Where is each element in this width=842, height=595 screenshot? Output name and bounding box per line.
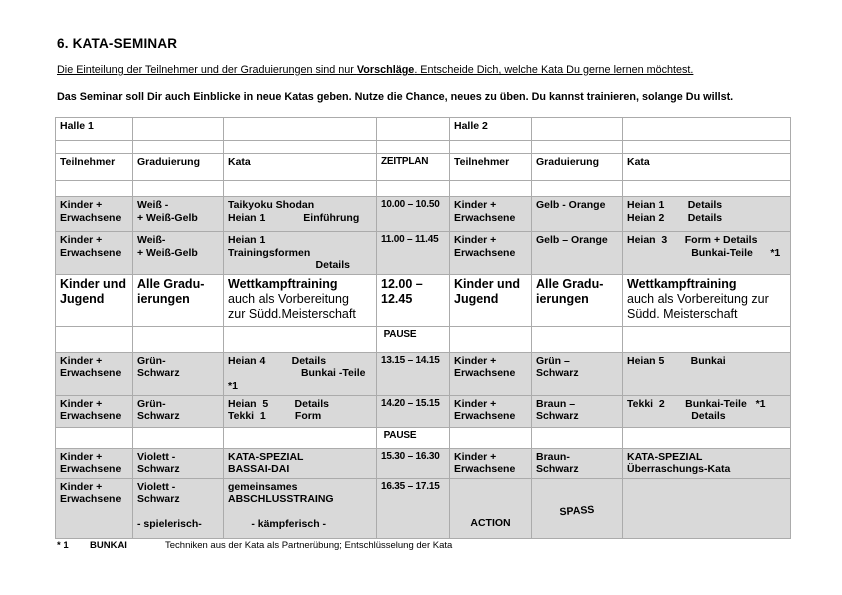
cell-text-line — [454, 505, 527, 517]
table-cell — [532, 352, 623, 395]
table-cell — [450, 427, 532, 448]
cell-text-line: - spielerisch- — [137, 517, 202, 530]
cell-text-line: Erwachsene — [454, 463, 516, 476]
cell-text-line: Jugend — [60, 291, 105, 306]
cell-text-line: Taikyoku Shodan — [228, 199, 315, 211]
cell-text-line: Erwachsene — [60, 410, 122, 423]
halls-row — [56, 118, 791, 141]
table-cell — [377, 141, 450, 154]
pause-row — [56, 326, 791, 352]
table-cell — [224, 352, 377, 395]
cell-text-line: Grün – — [536, 354, 570, 367]
cell-text-line: Erwachsene — [60, 211, 122, 224]
cell-text-line — [454, 493, 527, 505]
table-cell — [532, 395, 623, 427]
cell-text-line: zur Südd.Meisterschaft — [228, 306, 356, 321]
cell-text-line: Graduierung — [137, 156, 201, 168]
session-row — [56, 197, 791, 232]
table-cell — [224, 154, 377, 181]
table-cell — [133, 326, 224, 352]
table-cell — [623, 274, 791, 326]
cell-text-line: Südd. Meisterschaft — [627, 306, 738, 321]
table-cell — [224, 141, 377, 154]
table-cell — [377, 427, 450, 448]
table-cell — [377, 154, 450, 181]
table-cell — [532, 154, 623, 181]
cell-text-line: Schwarz — [137, 410, 180, 423]
table-cell — [450, 448, 532, 478]
cell-text-line: Schwarz — [536, 410, 579, 423]
table-cell — [377, 478, 450, 538]
table-cell — [224, 232, 377, 275]
table-cell — [377, 326, 450, 352]
table-cell — [133, 395, 224, 427]
cell-text-line: Kinder + — [454, 397, 497, 410]
table-cell — [56, 141, 133, 154]
cell-text-line: Kinder + — [454, 234, 497, 246]
cell-text-line: ABSCHLUSSTRAING — [228, 493, 334, 506]
table-cell — [56, 232, 133, 275]
cell-text-line: Kata — [627, 156, 650, 168]
cell-text-line: Teilnehmer — [60, 156, 116, 168]
cell-text-line: 15.30 – 16.30 — [381, 450, 440, 462]
cell-text-line: Heian 1 Trainingsformen — [228, 234, 311, 259]
footnote-marker: * 1 — [57, 540, 69, 551]
table-cell — [450, 181, 532, 197]
cell-text-line: Erwachsene — [60, 463, 122, 476]
table-cell — [56, 326, 133, 352]
cell-text-line: Braun – — [536, 397, 576, 410]
table-cell — [56, 352, 133, 395]
cell-text-line: Schwarz — [536, 463, 579, 476]
cell-text-line: Schwarz — [137, 493, 180, 506]
table-cell — [623, 427, 791, 448]
cell-text-line: Details — [627, 410, 726, 423]
cell-text-line: Kinder + — [60, 450, 103, 463]
cell-text-line: Teilnehmer — [454, 156, 510, 168]
cell-text-line: Halle 2 — [454, 120, 488, 132]
cell-text-line: Heian 5 Details — [228, 397, 329, 410]
table-cell — [623, 141, 791, 154]
cell-text-line: KATA-SPEZIAL — [228, 450, 304, 463]
cell-text-line: auch als Vorbereitung — [228, 291, 349, 306]
table-cell — [623, 197, 791, 232]
cell-text-line: Tekki 2 Bunkai-Teile *1 — [627, 397, 766, 410]
table-cell — [532, 326, 623, 352]
table-cell — [133, 274, 224, 326]
intro-note-post: . Entscheide Dich, welche Kata Du gerne lernen möchtest. — [414, 64, 694, 76]
table-cell — [133, 181, 224, 197]
cell-text-line: Heian 1 Details — [627, 199, 723, 211]
table-cell — [450, 197, 532, 232]
column-header-row — [56, 154, 791, 181]
table-cell — [224, 478, 377, 538]
table-cell — [623, 118, 791, 141]
table-cell — [377, 181, 450, 197]
table-cell — [532, 274, 623, 326]
table-cell — [133, 141, 224, 154]
intro-note-bold: Vorschläge — [356, 64, 415, 76]
table-cell — [450, 118, 532, 141]
session-row — [56, 232, 791, 275]
cell-text-line — [454, 481, 527, 493]
table-cell — [532, 232, 623, 275]
cell-text-line: Bunkai -Teile *1 — [228, 367, 375, 392]
cell-text-line: Kinder + — [454, 199, 497, 211]
table-cell — [56, 274, 133, 326]
cell-text-line: ACTION — [470, 516, 511, 529]
table-cell — [56, 154, 133, 181]
cell-text-line: Erwachsene — [454, 367, 516, 380]
intro-seminar-note: Das Seminar soll Dir auch Einblicke in neue Katas geben. Nutze die Chance, neues zu üben. Du kannst trainieren, solange Du willst. — [57, 91, 734, 103]
cell-text-line: Kinder + — [60, 234, 103, 246]
table-cell — [450, 352, 532, 395]
session-row — [56, 448, 791, 478]
cell-text-line: Erwachsene — [454, 246, 516, 259]
cell-text-line: Kata — [228, 156, 251, 168]
cell-text-line: Kinder und — [60, 276, 126, 291]
table-cell — [532, 197, 623, 232]
cell-text-line: Erwachsene — [454, 410, 516, 423]
table-cell — [377, 448, 450, 478]
table-cell — [623, 478, 791, 538]
schedule-body — [56, 118, 791, 539]
cell-text-line: Erwachsene — [60, 493, 122, 506]
session-row — [56, 395, 791, 427]
cell-text-line: + Weiß-Gelb — [137, 246, 198, 259]
cell-text-line: ZEITPLAN — [381, 156, 429, 167]
cell-text-line: Grün- — [137, 397, 166, 410]
cell-text-line: - kämpferisch - — [228, 517, 327, 530]
table-cell — [56, 118, 133, 141]
table-cell — [377, 118, 450, 141]
cell-text-line: 11.00 – 11.45 — [381, 234, 439, 245]
cell-text-line: Kinder + — [60, 480, 103, 493]
table-cell — [377, 395, 450, 427]
cell-text-line: Bunkai-Teile *1 — [627, 246, 781, 259]
cell-text-line: PAUSE — [381, 328, 417, 340]
cell-text-line: Tekki 1 Form — [228, 410, 322, 423]
cell-text-line: ierungen — [536, 291, 589, 306]
intro-note-pre: Die Einteilung der Teilnehmer und der Graduierungen sind nur — [57, 64, 357, 76]
cell-text-line: Wettkampftraining — [627, 276, 737, 291]
table-cell — [532, 448, 623, 478]
table-cell — [224, 181, 377, 197]
table-cell — [56, 427, 133, 448]
cell-text-line: Kinder und — [454, 276, 520, 291]
session-row — [56, 352, 791, 395]
cell-text-line: Gelb – Orange — [536, 234, 608, 246]
cell-text-line: auch als Vorbereitung zur — [627, 291, 769, 306]
cell-text-line: 12.45 — [381, 291, 413, 306]
cell-text-line: 10.00 – 10.50 — [381, 199, 440, 210]
table-cell — [450, 154, 532, 181]
table-cell — [224, 427, 377, 448]
table-cell — [224, 197, 377, 232]
table-cell — [450, 395, 532, 427]
table-cell — [532, 427, 623, 448]
cell-text-line: 12.00 – — [381, 276, 423, 291]
session-row — [56, 478, 791, 538]
cell-text-line: Violett - — [137, 480, 176, 493]
cell-text-line: 13.15 – 14.15 — [381, 354, 440, 366]
table-cell — [377, 232, 450, 275]
table-cell — [623, 395, 791, 427]
cell-text-line: BASSAI-DAI — [228, 463, 290, 476]
footnote-text: Techniken aus der Kata als Partnerübung; Entschlüsselung der Kata — [165, 540, 453, 551]
cell-text-line: Erwachsene — [60, 367, 122, 380]
table-cell — [133, 154, 224, 181]
cell-text-line: Kinder + — [60, 199, 103, 211]
spacer-row — [56, 181, 791, 197]
cell-text-line: Schwarz — [536, 367, 579, 380]
cell-text-line: Jugend — [454, 291, 499, 306]
cell-text-line: Heian 4 Details — [228, 354, 327, 367]
cell-text-line: Kinder + — [454, 354, 497, 367]
table-cell — [224, 118, 377, 141]
table-cell — [450, 478, 532, 538]
table-cell — [224, 448, 377, 478]
cell-text-line: Graduierung — [536, 156, 600, 168]
intro-note-underlined — [57, 64, 693, 76]
cell-text-line — [137, 506, 219, 518]
table-cell — [450, 326, 532, 352]
cell-text-line: Alle Gradu- — [536, 276, 604, 291]
cell-text-line: KATA-SPEZIAL — [627, 450, 703, 463]
cell-text-line: 14.20 – 15.15 — [381, 397, 440, 409]
table-cell — [133, 352, 224, 395]
table-cell — [532, 118, 623, 141]
table-cell — [224, 395, 377, 427]
cell-text-line: Heian 3 Form + Details — [627, 234, 758, 246]
table-cell — [56, 181, 133, 197]
cell-text-line: Heian 2 Details — [627, 211, 723, 224]
cell-text-line: Braun- — [536, 450, 570, 463]
cell-text-line — [536, 481, 618, 493]
cell-text-line: Kinder + — [454, 450, 497, 463]
cell-text-line: Erwachsene — [60, 246, 122, 259]
cell-text-line — [228, 506, 372, 518]
table-cell — [532, 141, 623, 154]
table-cell — [623, 181, 791, 197]
cell-text-line: Kinder + — [60, 397, 103, 410]
cell-text-line: Erwachsene — [454, 211, 516, 224]
cell-text-line: Gelb - Orange — [536, 199, 606, 211]
cell-text-line: Details — [228, 259, 350, 272]
table-cell — [377, 197, 450, 232]
cell-text-line: SPASS — [559, 503, 595, 518]
cell-text-line: ierungen — [137, 291, 190, 306]
table-cell — [377, 274, 450, 326]
table-cell — [56, 395, 133, 427]
cell-text-line: PAUSE — [381, 429, 417, 441]
table-cell — [133, 427, 224, 448]
cell-text-line: + Weiß-Gelb — [137, 211, 198, 224]
table-cell — [56, 448, 133, 478]
table-cell — [133, 448, 224, 478]
page-title: 6. KATA-SEMINAR — [57, 36, 178, 51]
cell-text-line: gemeinsames — [228, 480, 298, 493]
table-cell — [623, 154, 791, 181]
cell-text-line: Wettkampftraining — [228, 276, 338, 291]
table-cell — [450, 274, 532, 326]
cell-text-line: Weiß - — [137, 199, 169, 211]
table-cell — [133, 232, 224, 275]
table-cell — [56, 197, 133, 232]
pause-row — [56, 427, 791, 448]
cell-text-line: Überraschungs-Kata — [627, 463, 731, 476]
table-cell — [377, 352, 450, 395]
footnote-term: BUNKAI — [90, 540, 127, 551]
spacer-row — [56, 141, 791, 154]
cell-text-line: Heian 1 Einführung — [228, 211, 360, 224]
table-cell — [133, 478, 224, 538]
table-cell — [623, 448, 791, 478]
table-cell — [224, 326, 377, 352]
cell-text-line: Heian 5 Bunkai — [627, 354, 726, 367]
table-cell — [623, 232, 791, 275]
table-cell — [56, 478, 133, 538]
cell-text-line: Weiß- — [137, 234, 166, 246]
cell-text-line: Kinder + — [60, 354, 103, 367]
cell-text-line: Alle Gradu- — [137, 276, 205, 291]
footnote — [57, 540, 452, 551]
table-cell — [450, 141, 532, 154]
table-cell — [450, 232, 532, 275]
table-cell — [224, 274, 377, 326]
table-cell — [133, 197, 224, 232]
schedule-table — [55, 117, 791, 539]
table-cell — [532, 478, 623, 538]
cell-text-line: Grün- — [137, 354, 166, 367]
cell-text-line: Schwarz — [137, 463, 180, 476]
cell-text-line: 16.35 – 17.15 — [381, 480, 440, 492]
cell-text-line: Schwarz — [137, 367, 180, 380]
table-cell — [133, 118, 224, 141]
table-cell — [623, 326, 791, 352]
table-cell — [532, 181, 623, 197]
table-cell — [623, 352, 791, 395]
session-row — [56, 274, 791, 326]
cell-text-line: Violett - — [137, 450, 176, 463]
cell-text-line: Halle 1 — [60, 120, 94, 132]
